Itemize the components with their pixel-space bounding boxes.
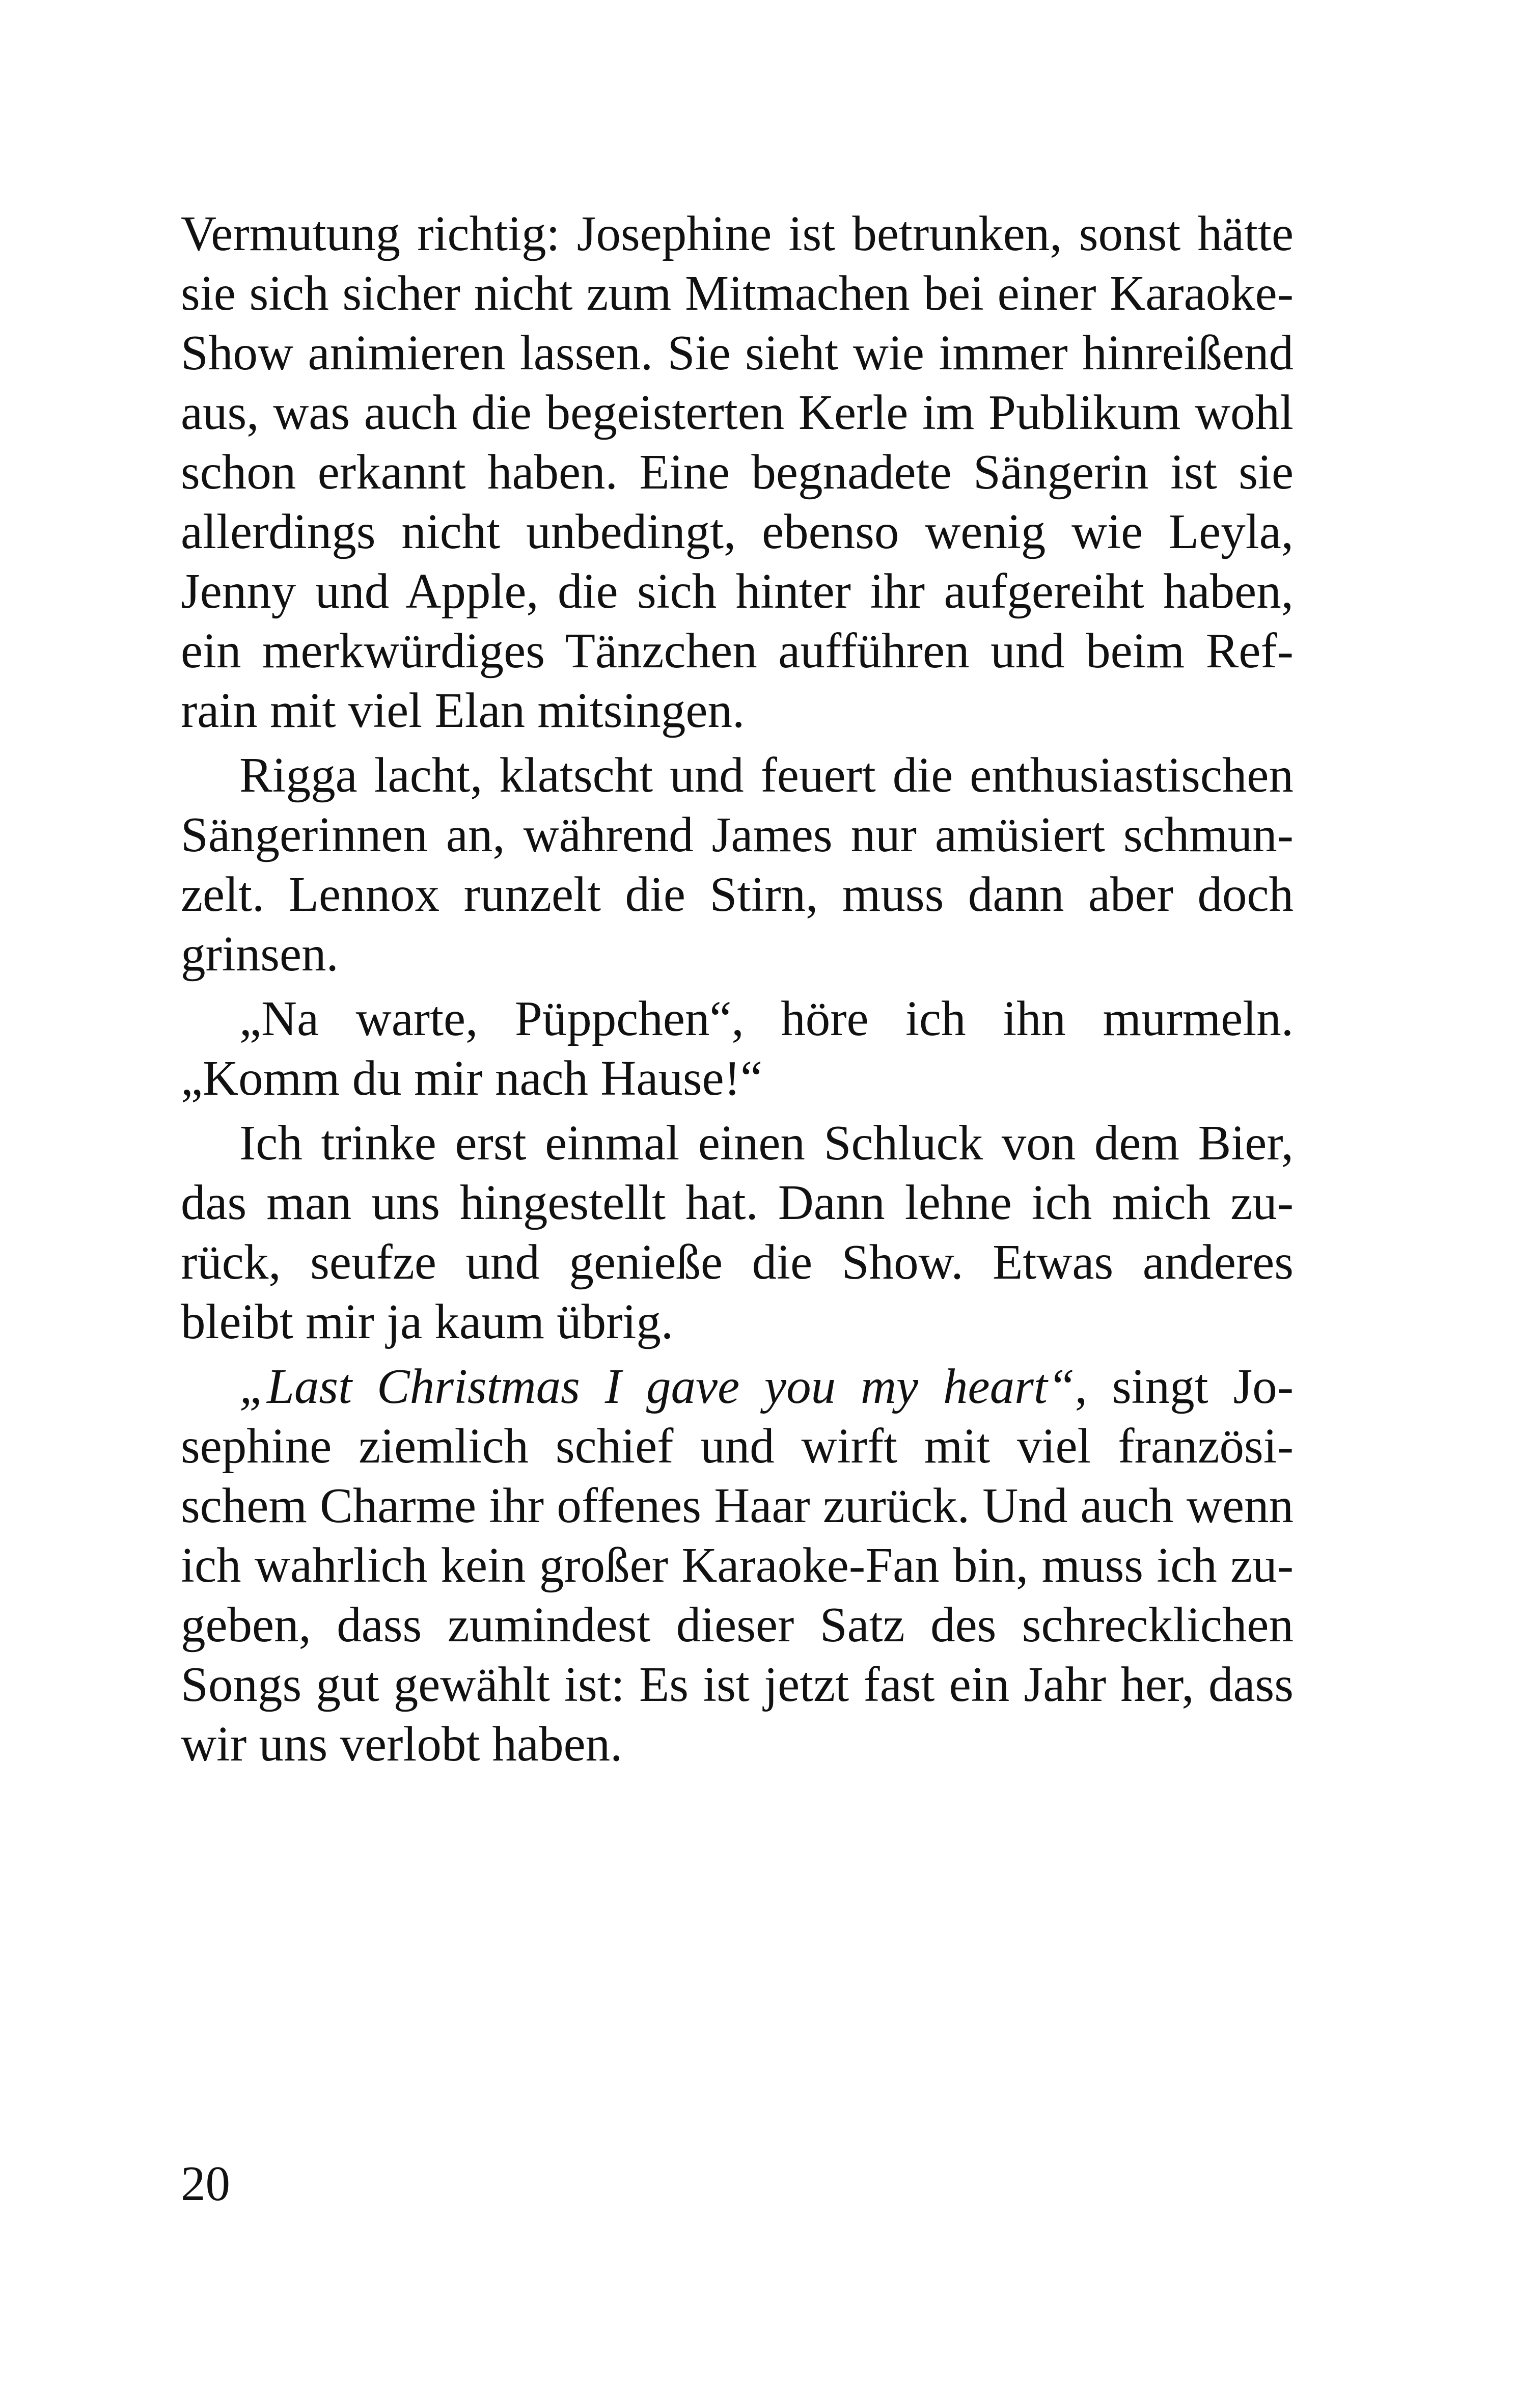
text-line: „Komm du mir nach Hause!“ <box>181 1051 763 1105</box>
text-line: allerdings nicht unbedingt, ebenso wenig wie Leyla, <box>181 504 1294 559</box>
text-line: geben, dass zumindest dieser Satz des schrecklichen <box>181 1597 1294 1652</box>
body-text <box>181 204 1294 1774</box>
text-line: bleibt mir ja kaum übrig. <box>181 1294 674 1349</box>
text-line: Show animieren lassen. Sie sieht wie immer hinreißend <box>181 326 1294 380</box>
text-line: Rigga lacht, klatscht und feuert die enthusiastischen <box>239 748 1294 802</box>
page-number: 20 <box>181 2156 230 2211</box>
text-line: Jenny und Apple, die sich hinter ihr aufgereiht haben, <box>181 564 1294 618</box>
text-line: schem Charme ihr offenes Haar zurück. Und auch wenn <box>181 1478 1294 1533</box>
text-line: „Na warte, Püppchen“, höre ich ihn murmeln. <box>239 991 1294 1046</box>
text-line: sephine ziemlich schief und wirft mit viel französi- <box>181 1419 1294 1473</box>
text-line: ich wahrlich kein großer Karaoke-Fan bin, muss ich zu- <box>181 1538 1294 1592</box>
text-line: Songs gut gewählt ist: Es ist jetzt fast ein Jahr her, dass <box>181 1657 1294 1712</box>
text-line: Sängerinnen an, während James nur amüsiert schmun- <box>181 807 1294 862</box>
text-line: aus, was auch die begeisterten Kerle im Publikum wohl <box>181 385 1294 440</box>
text-line: Vermutung richtig: Josephine ist betrunken, sonst hätte <box>181 206 1294 261</box>
text-line: zelt. Lennox runzelt die Stirn, muss dann aber doch <box>181 867 1294 922</box>
text-line: schon erkannt haben. Eine begnadete Sängerin ist sie <box>181 445 1294 499</box>
text-line: das man uns hingestellt hat. Dann lehne ich mich zu- <box>181 1175 1294 1230</box>
text-fragment: , singt Jo- <box>1075 1359 1294 1414</box>
text-line: Ich trinke erst einmal einen Schluck von dem Bier, <box>239 1116 1294 1170</box>
text-line: rück, seufze und genieße die Show. Etwas anderes <box>181 1235 1294 1289</box>
text-line: ein merkwürdiges Tänzchen aufführen und beim Ref- <box>181 624 1294 678</box>
text-line: sie sich sicher nicht zum Mitmachen bei einer Karaoke- <box>181 266 1294 320</box>
song-quote: „Last Christmas I gave you my heart“ <box>239 1359 1075 1414</box>
text-line: wir uns verlobt haben. <box>181 1717 623 1771</box>
text-line: grinsen. <box>181 927 339 981</box>
text-line <box>181 1357 1294 1416</box>
text-line: rain mit viel Elan mitsingen. <box>181 683 745 738</box>
